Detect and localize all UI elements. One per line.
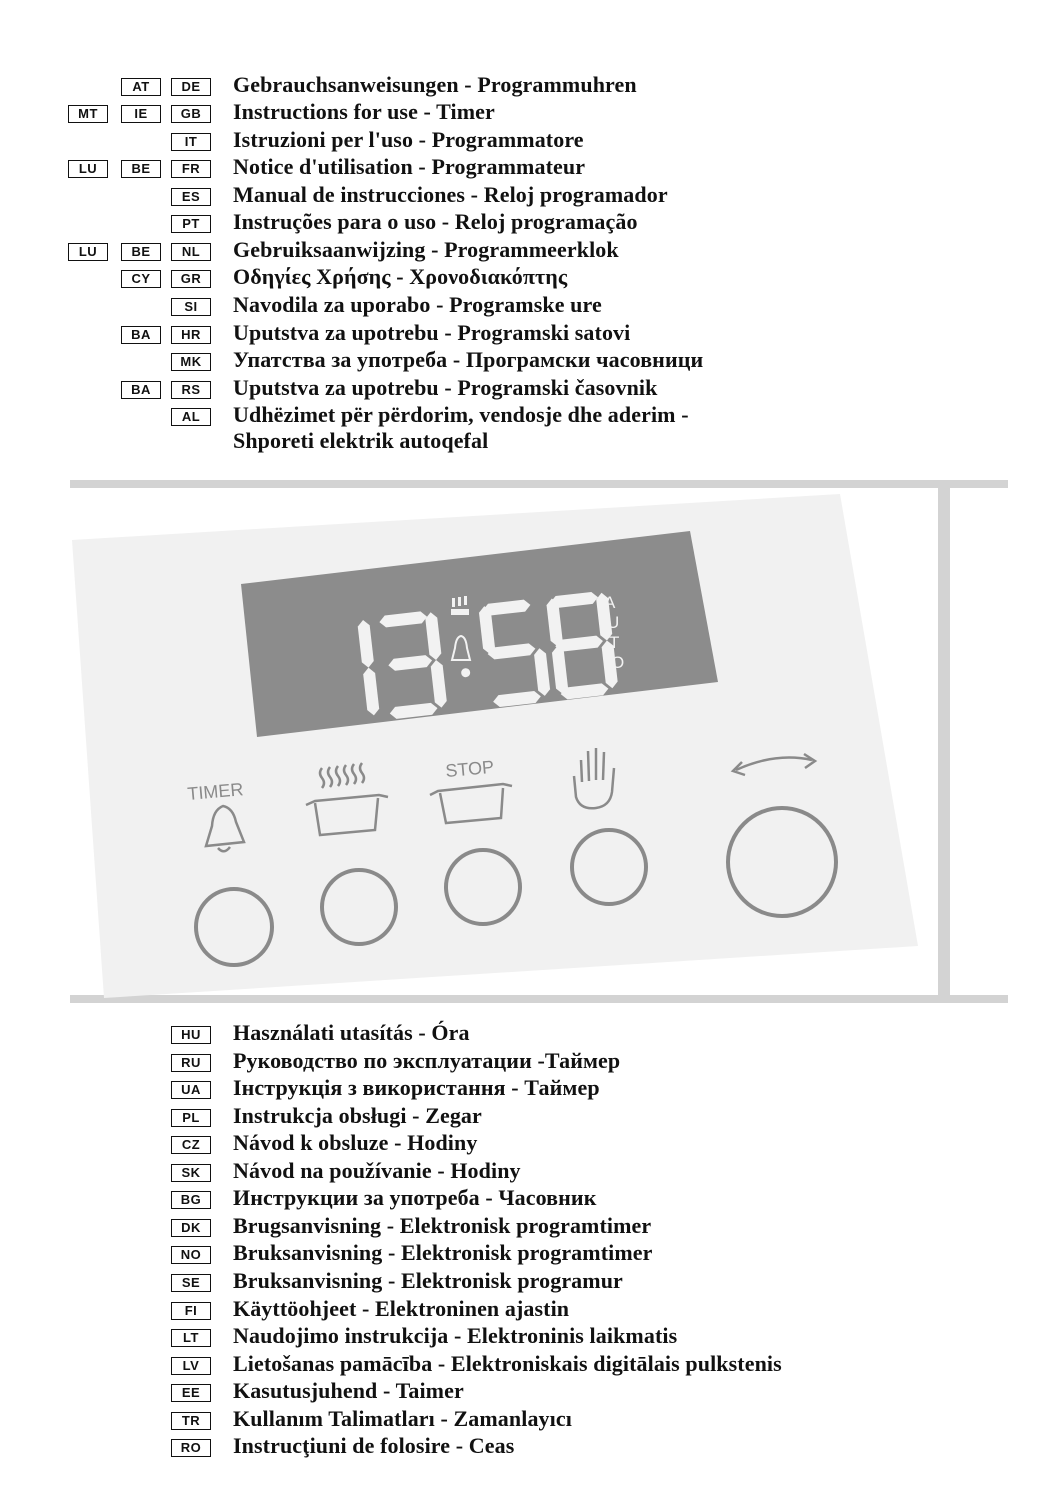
manual-title-continued: Shporeti elektrik autoqefal	[233, 428, 489, 453]
manual-title: Instruções para o uso - Reloj programação	[233, 209, 638, 234]
manual-title: Упатства за употреба - Програмски часовници	[233, 347, 704, 372]
stop-label: STOP	[444, 756, 495, 781]
manual-title: Instrucţiuni de folosire - Ceas	[233, 1433, 515, 1458]
manual-title: Notice d'utilisation - Programmateur	[233, 154, 586, 179]
language-row	[0, 1103, 1058, 1136]
manual-title: Udhëzimet për përdorim, vendosje dhe aderim -	[233, 402, 689, 427]
country-code-badge: LT	[171, 1329, 211, 1347]
country-code-badge: TR	[171, 1412, 211, 1430]
country-code-badge: BG	[171, 1191, 211, 1209]
country-code-badge: ES	[171, 188, 211, 206]
auto-letter: U	[607, 613, 620, 632]
language-row	[0, 1130, 1058, 1163]
country-code-badge: MT	[68, 105, 108, 123]
auto-letter: O	[611, 653, 625, 672]
country-code-badge: LU	[68, 160, 108, 178]
country-code-badge: UA	[171, 1081, 211, 1099]
manual-title: Instrukcja obsługi - Zegar	[233, 1103, 482, 1128]
country-code-badge: RU	[171, 1054, 211, 1072]
manual-title: Használati utasítás - Óra	[233, 1020, 470, 1045]
country-code-badge: DK	[171, 1219, 211, 1237]
country-code-badge: PT	[171, 215, 211, 233]
manual-title: Lietošanas pamācība - Elektroniskais digitālais pulkstenis	[233, 1351, 782, 1376]
country-code-badge: MK	[171, 353, 211, 371]
manual-title: Kasutusjuhend - Taimer	[233, 1378, 464, 1403]
country-code-badge: GR	[171, 270, 211, 288]
manual-title: Οδηγίες Χρήσης - Χρονοδιακόπτης	[233, 264, 568, 289]
country-code-badge: CZ	[171, 1136, 211, 1154]
manual-title: Kullanım Talimatları - Zamanlayıcı	[233, 1406, 572, 1431]
manual-title: Návod na používanie - Hodiny	[233, 1158, 521, 1183]
language-row	[0, 1406, 1058, 1439]
country-code-badge: RS	[171, 381, 211, 399]
manual-title: Instructions for use - Timer	[233, 99, 495, 124]
country-code-badge: CY	[121, 270, 161, 288]
country-code-badge: NL	[171, 243, 211, 261]
manual-title: Brugsanvisning - Elektronisk programtimer	[233, 1213, 652, 1238]
country-code-badge: LV	[171, 1357, 211, 1375]
country-code-badge: RO	[171, 1439, 211, 1457]
manual-title: Gebruiksaanwijzing - Programmeerklok	[233, 237, 619, 262]
manual-title: Uputstva za upotrebu - Programski satovi	[233, 320, 631, 345]
country-code-badge: BE	[121, 243, 161, 261]
country-code-badge: SK	[171, 1164, 211, 1182]
manual-title: Manual de instrucciones - Reloj programador	[233, 182, 668, 207]
manual-title: Инструкции за употреба - Часовник	[233, 1185, 597, 1210]
language-row	[0, 1351, 1058, 1384]
language-row	[0, 1433, 1058, 1466]
manual-title: Käyttöohjeet - Elektroninen ajastin	[233, 1296, 570, 1321]
country-code-badge: IE	[121, 105, 161, 123]
country-code-badge: HU	[171, 1026, 211, 1044]
country-code-badge: DE	[171, 78, 211, 96]
manual-title: Bruksanvisning - Elektronisk programtimer	[233, 1240, 653, 1265]
manual-title: Інструкція з використання - Таймер	[233, 1075, 600, 1100]
country-code-badge: NO	[171, 1246, 211, 1264]
timer-label: TIMER	[186, 779, 245, 804]
country-code-badge: HR	[171, 326, 211, 344]
country-code-badge: BA	[121, 326, 161, 344]
country-code-badge: GB	[171, 105, 211, 123]
auto-letter: A	[604, 593, 616, 612]
country-code-badge: FR	[171, 160, 211, 178]
manual-title: Istruzioni per l'uso - Programmatore	[233, 127, 584, 152]
auto-letter: T	[609, 633, 620, 652]
country-code-badge: BA	[121, 381, 161, 399]
country-code-badge: AL	[171, 408, 211, 426]
country-code-badge: IT	[171, 133, 211, 151]
country-code-badge: AT	[121, 78, 161, 96]
country-code-badge: PL	[171, 1109, 211, 1127]
language-row	[0, 1075, 1058, 1108]
manual-title: Gebrauchsanweisungen - Programmuhren	[233, 72, 637, 97]
country-code-badge: LU	[68, 243, 108, 261]
manual-title: Naudojimo instrukcija - Elektroninis laikmatis	[233, 1323, 678, 1348]
manual-title: Návod k obsluze - Hodiny	[233, 1130, 478, 1155]
country-code-badge: BE	[121, 160, 161, 178]
manual-title: Uputstva za upotrebu - Programski časovnik	[233, 375, 658, 400]
country-code-badge: SI	[171, 298, 211, 316]
manual-title: Navodila za uporabo - Programske ure	[233, 292, 602, 317]
country-code-badge: SE	[171, 1274, 211, 1292]
manual-title: Bruksanvisning - Elektronisk programur	[233, 1268, 623, 1293]
country-code-badge: FI	[171, 1302, 211, 1320]
manual-title: Руководство по эксплуатации -Таймер	[233, 1048, 621, 1073]
country-code-badge: EE	[171, 1384, 211, 1402]
